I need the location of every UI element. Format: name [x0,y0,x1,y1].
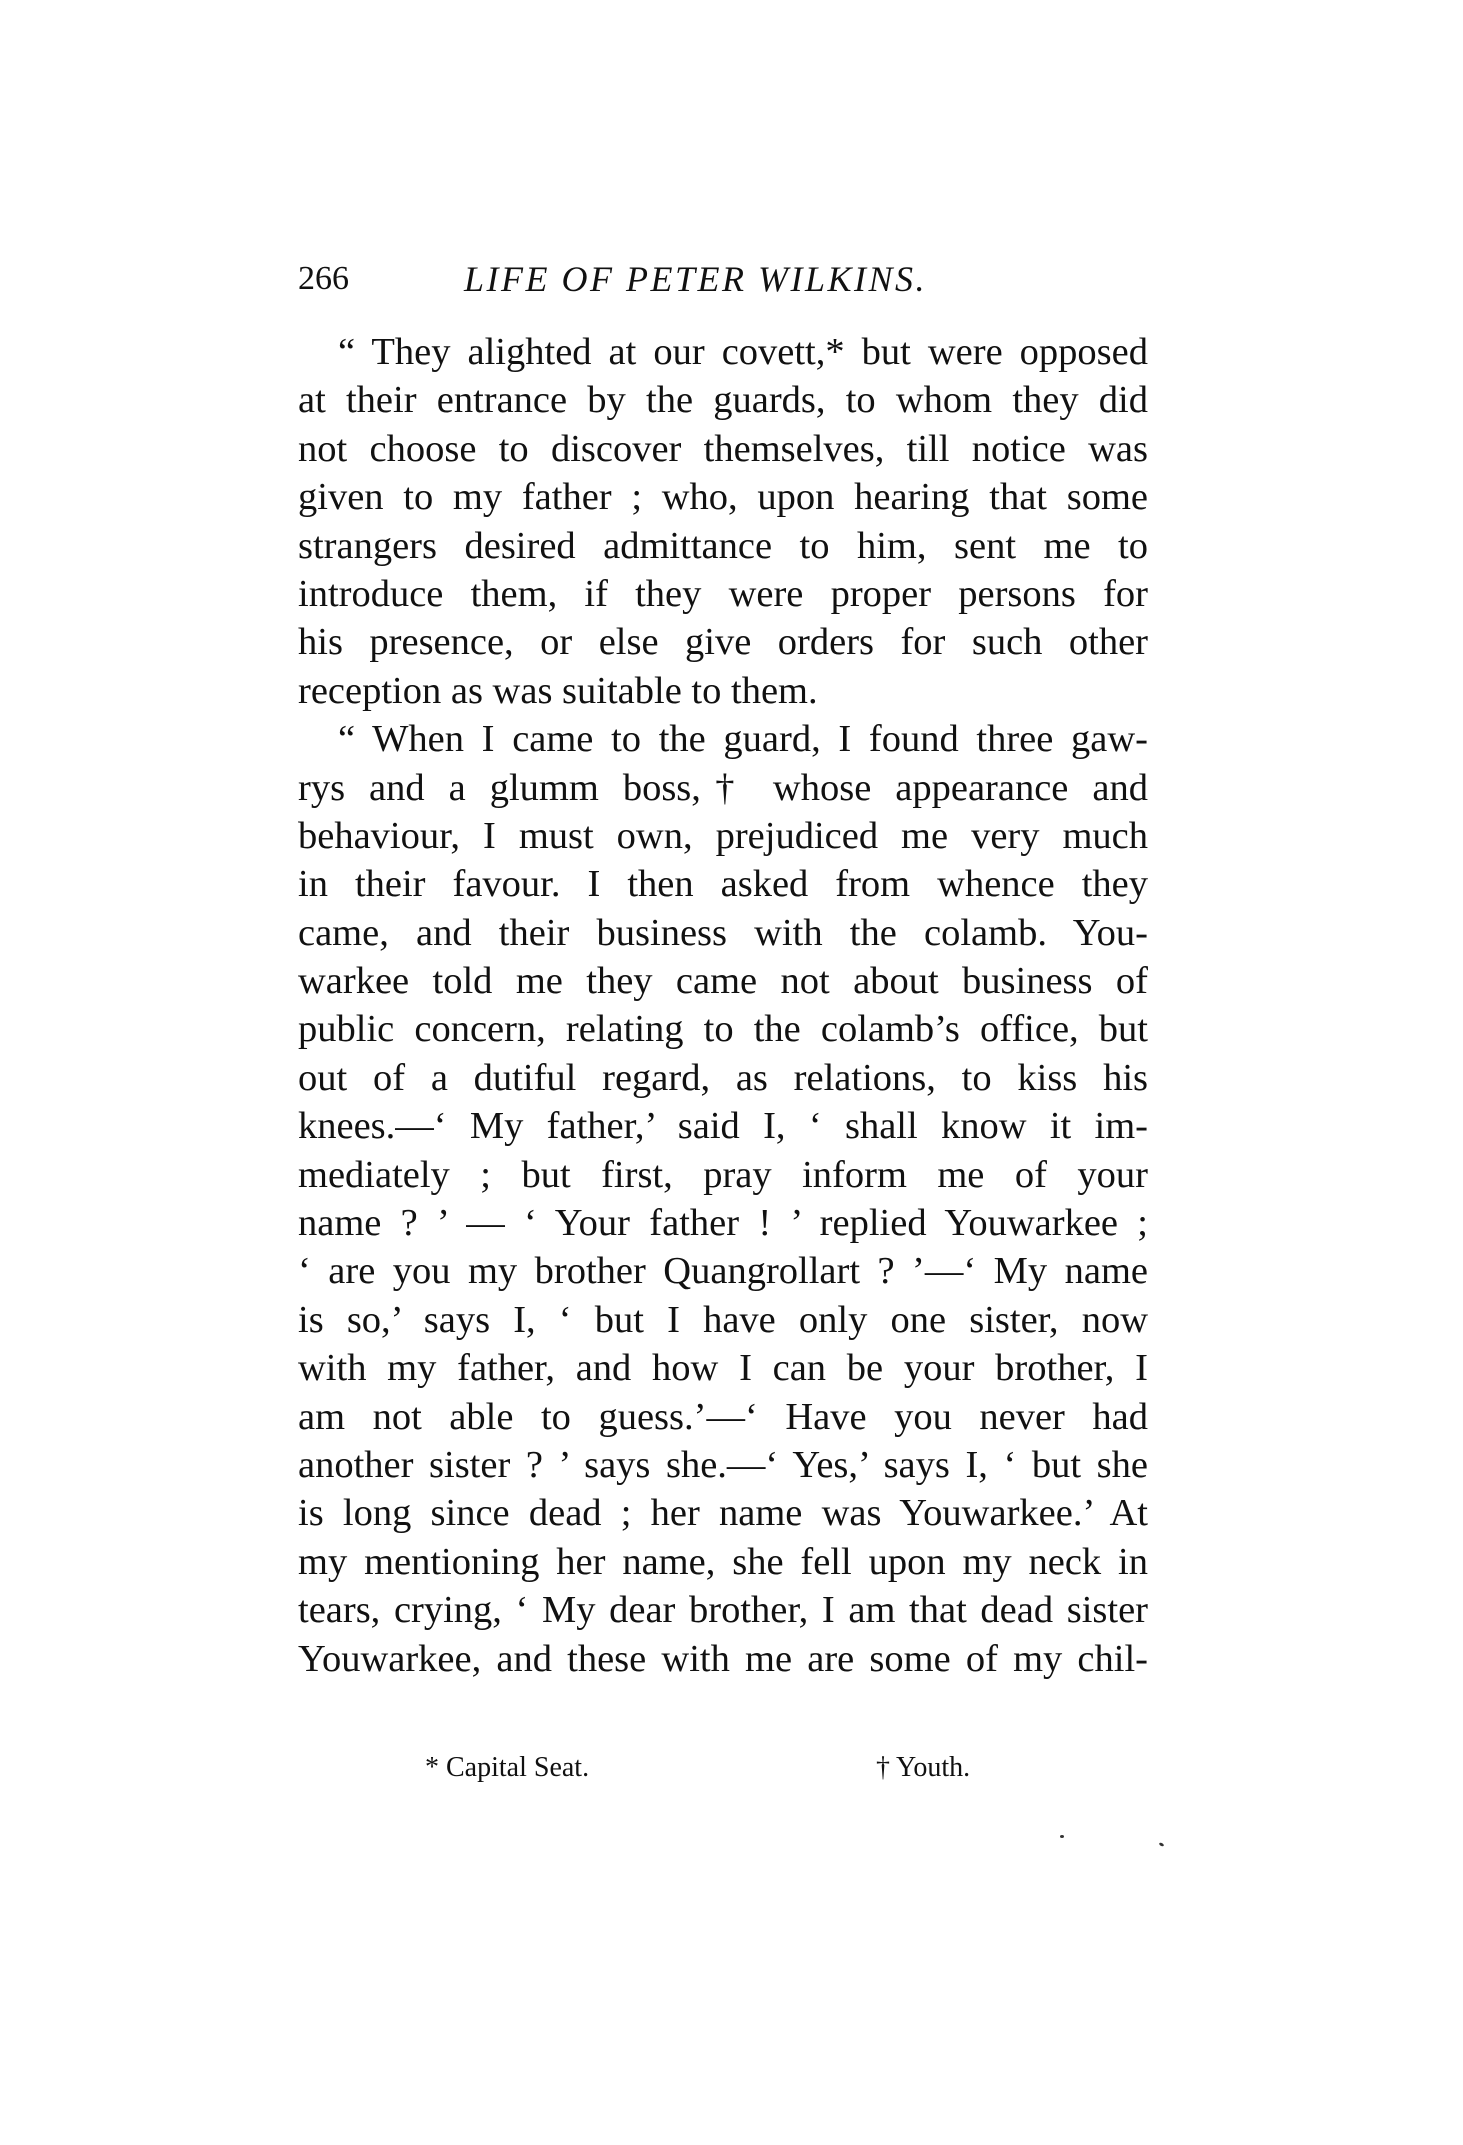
text-line: knees.—‘ My father,’ said I, ‘ shall know it im- [298,1105,1148,1148]
text-line: introduce them, if they were proper persons for [298,572,1148,615]
footnotes [0,1748,1463,1788]
text-line: strangers desired admittance to him, sent me to [298,524,1148,567]
text-line: “ They alighted at our covett,* but were opposed [338,331,1148,373]
text-line: am not able to guess.’—‘ Have you never had [298,1395,1148,1438]
text-line: Youwarkee, and these with me are some of my chil- [298,1637,1148,1680]
text-line: my mentioning her name, she fell upon my neck in [298,1540,1148,1583]
print-speck [1159,1842,1165,1847]
text-line: name ? ’ — ‘ Your father ! ’ replied Youwarkee ; [298,1202,1148,1245]
text-line: his presence, or else give orders for such other [298,621,1148,664]
text-line: given to my father ; who, upon hearing that some [298,476,1148,519]
print-speck [1060,1835,1064,1838]
text-line: tears, crying, ‘ My dear brother, I am that dead sister [298,1589,1148,1632]
text-line: rys and a glumm boss,† whose appearance and [298,766,1148,809]
running-header [298,255,1158,303]
text-line: “ When I came to the guard, I found three gaw- [338,718,1148,761]
page-number: 266 [298,260,349,297]
text-line: not choose to discover themselves, till notice was [298,427,1148,470]
text-line: out of a dutiful regard, as relations, to kiss his [298,1056,1148,1099]
text-line: came, and their business with the colamb. You- [298,911,1148,954]
text-line: public concern, relating to the colamb’s office, but [298,1008,1148,1051]
body-text [298,328,1148,1683]
text-line: with my father, and how I can be your brother, I [298,1347,1148,1390]
footnote-youth: † Youth. [876,1752,971,1783]
text-line: another sister ? ’ says she.—‘ Yes,’ says I, ‘ but she [298,1443,1148,1486]
footnote-capital-seat: * Capital Seat. [425,1752,590,1783]
text-line: ‘ are you my brother Quangrollart ? ’—‘ My name [298,1250,1148,1293]
text-line: warkee told me they came not about business of [298,960,1148,1003]
running-title: LIFE OF PETER WILKINS. [464,259,927,299]
text-line: reception as was suitable to them. [298,669,818,712]
text-line: in their favour. I then asked from whence they [298,863,1148,906]
text-line: mediately ; but first, pray inform me of your [298,1153,1148,1196]
text-line: is so,’ says I, ‘ but I have only one sister, now [298,1298,1148,1341]
text-line: is long since dead ; her name was Youwarkee.’ At [298,1492,1148,1535]
text-line: behaviour, I must own, prejudiced me very much [298,814,1148,857]
text-line: at their entrance by the guards, to whom they did [298,379,1148,422]
